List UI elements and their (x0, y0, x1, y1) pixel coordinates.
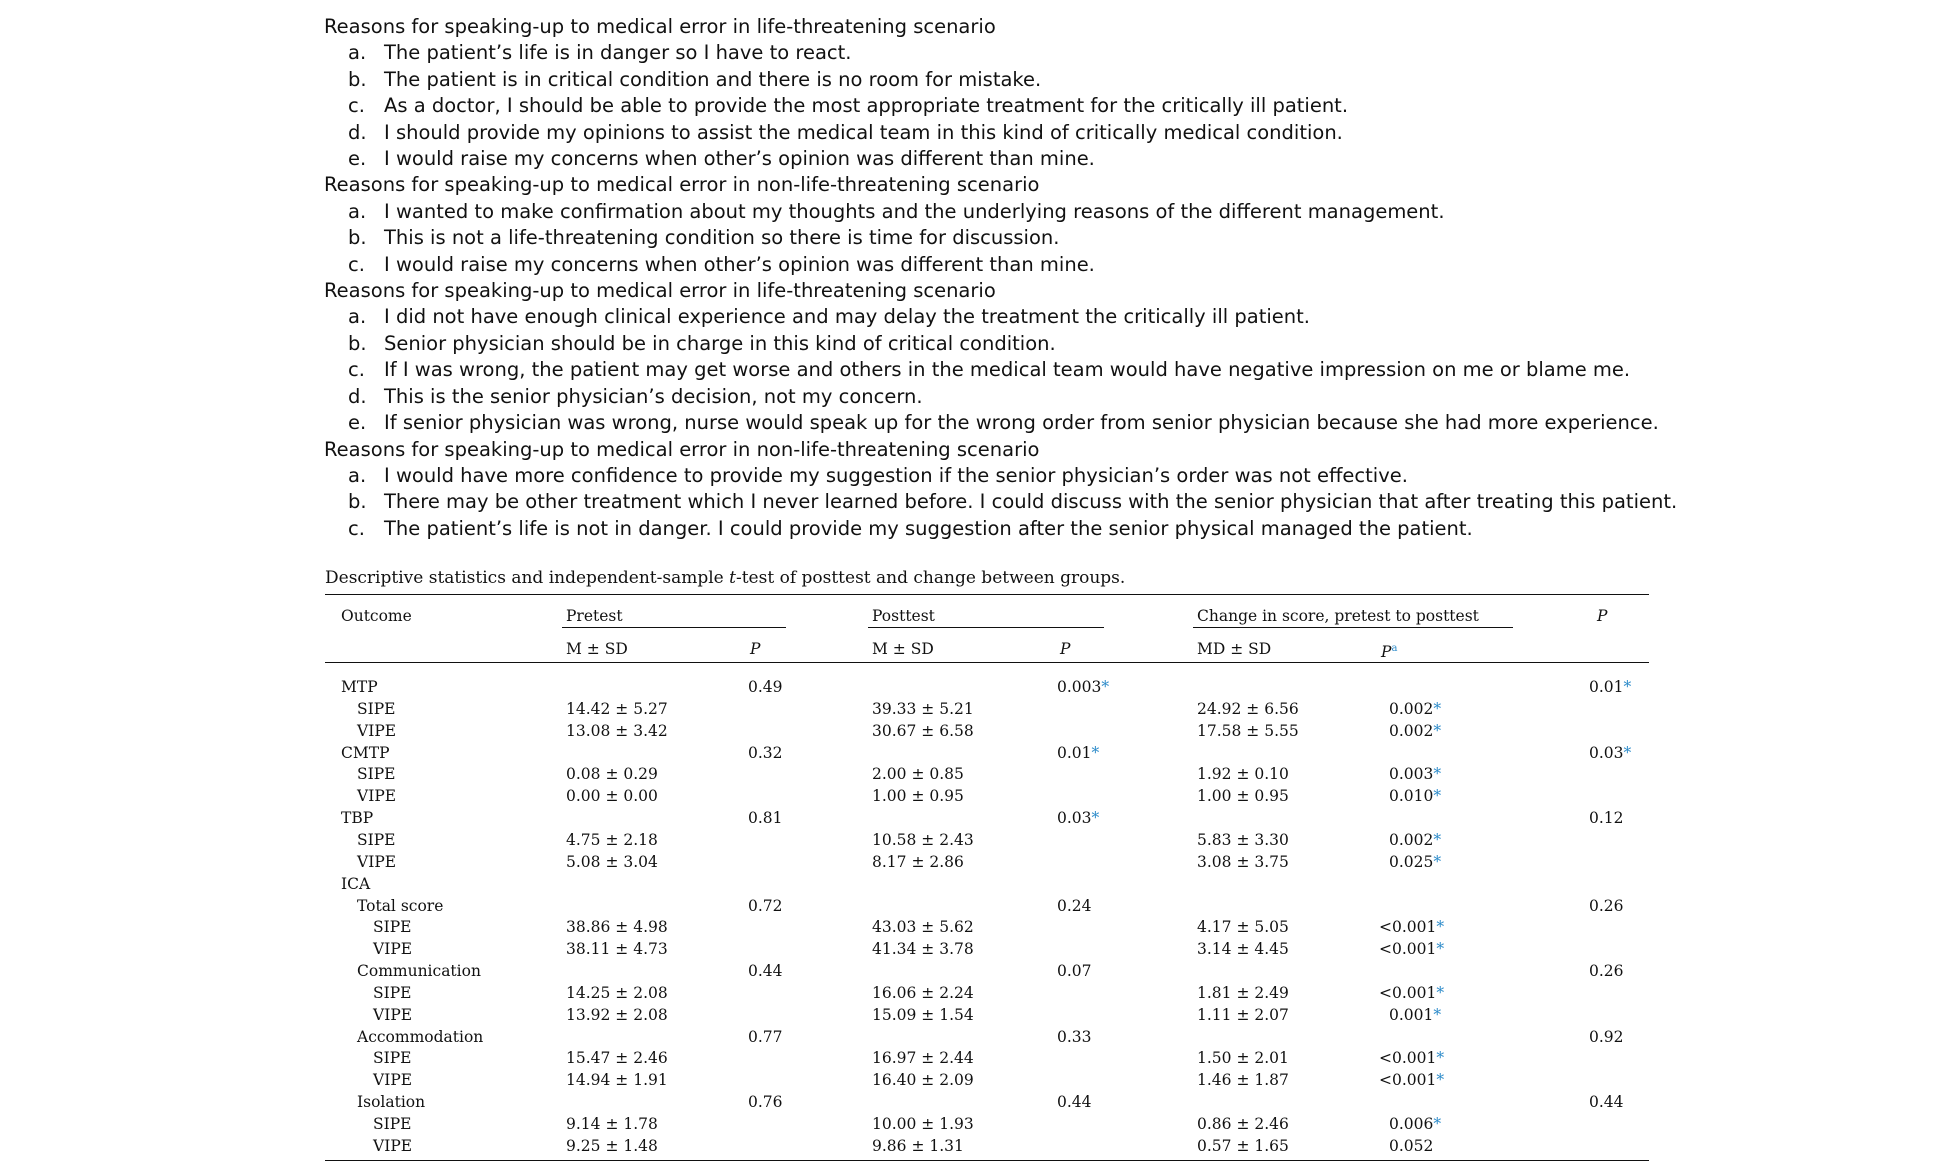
row-label (357, 786, 396, 806)
header-p: P (1597, 607, 1608, 625)
row-label-value: VIPE (373, 1071, 413, 1089)
reason-item-letter: a. (348, 463, 367, 487)
pretest-m-sd-value: 15.47 ± 2.46 (566, 1049, 668, 1067)
significance-star: * (1623, 678, 1632, 696)
pretest-header-rule (562, 627, 786, 628)
pretest-m-sd (566, 699, 668, 719)
pretest-p (748, 743, 783, 763)
change-md-sd-value: 4.17 ± 5.05 (1197, 918, 1289, 936)
group-p (1589, 743, 1631, 763)
table-header-rule (325, 662, 1649, 663)
pretest-m-sd-value: 38.86 ± 4.98 (566, 918, 668, 936)
significance-star: * (1101, 678, 1110, 696)
pretest-m-sd (566, 983, 668, 1003)
significance-star: * (1623, 744, 1632, 762)
posttest-m-sd (872, 721, 974, 741)
header-change: Change in score, pretest to posttest (1197, 607, 1479, 625)
reason-item-text: I would have more confidence to provide my suggestion if the senior physician’s order was not effective. (384, 463, 1408, 487)
change-p (1389, 1136, 1433, 1156)
row-label-value: VIPE (357, 853, 397, 871)
table-caption (325, 568, 1125, 588)
reason-item (324, 252, 1724, 278)
change-md-sd (1197, 983, 1289, 1003)
header-md-sd: MD ± SD (1197, 640, 1272, 658)
pretest-p-value: 0.76 (748, 1093, 783, 1111)
pretest-m-sd-value: 13.08 ± 3.42 (566, 722, 668, 740)
change-p (1389, 764, 1441, 784)
change-md-sd-value: 1.46 ± 1.87 (1197, 1071, 1289, 1089)
group-p (1589, 1027, 1624, 1047)
posttest-m-sd-value: 41.34 ± 3.78 (872, 940, 974, 958)
header-outcome: Outcome (341, 607, 412, 625)
posttest-m-sd-value: 43.03 ± 5.62 (872, 918, 974, 936)
group-p (1589, 896, 1624, 916)
significance-star: * (1433, 853, 1442, 871)
reason-item (324, 67, 1724, 93)
header-change-p-letter: P (1381, 643, 1392, 662)
reason-item (324, 410, 1724, 436)
change-md-sd-value: 24.92 ± 6.56 (1197, 700, 1299, 718)
row-label (357, 764, 396, 784)
posttest-p (1057, 677, 1109, 697)
pretest-m-sd-value: 9.14 ± 1.78 (566, 1115, 658, 1133)
row-label (357, 896, 443, 916)
posttest-p-value: 0.07 (1057, 962, 1092, 980)
change-p-value: <0.001 (1379, 984, 1437, 1002)
table-bottom-rule (325, 1160, 1649, 1161)
row-label-value: SIPE (373, 1115, 412, 1133)
reason-item (324, 120, 1724, 146)
posttest-m-sd (872, 1114, 974, 1134)
pretest-p-value: 0.49 (748, 678, 783, 696)
group-p-value: 0.26 (1589, 962, 1624, 980)
change-p-value: 0.001 (1389, 1006, 1434, 1024)
pretest-m-sd (566, 721, 668, 741)
reason-item (324, 146, 1724, 172)
reason-item (324, 384, 1724, 410)
header-pre-p: P (750, 640, 761, 658)
posttest-p (1057, 1027, 1092, 1047)
change-p (1389, 1114, 1441, 1134)
posttest-m-sd-value: 10.58 ± 2.43 (872, 831, 974, 849)
group-p (1589, 677, 1631, 697)
row-label (373, 1070, 412, 1090)
change-md-sd (1197, 917, 1289, 937)
group-p-value: 0.92 (1589, 1028, 1624, 1046)
pretest-m-sd (566, 1114, 658, 1134)
pretest-p (748, 1092, 783, 1112)
pretest-p-value: 0.72 (748, 897, 783, 915)
posttest-p-value: 0.03 (1057, 809, 1092, 827)
change-md-sd (1197, 786, 1289, 806)
change-p-value: 0.002 (1389, 831, 1434, 849)
change-p (1389, 1005, 1441, 1025)
change-md-sd (1197, 1070, 1289, 1090)
posttest-p (1057, 961, 1092, 981)
posttest-m-sd (872, 983, 974, 1003)
change-p-value: 0.025 (1389, 853, 1434, 871)
significance-star: * (1436, 1049, 1445, 1067)
change-md-sd-value: 1.00 ± 0.95 (1197, 787, 1289, 805)
reasons-section-title: Reasons for speaking-up to medical error in life-threatening scenario (324, 15, 996, 38)
reason-item-text: I would raise my concerns when other’s opinion was different than mine. (384, 252, 1095, 276)
significance-star: * (1433, 722, 1442, 740)
reason-item-text: If senior physician was wrong, nurse would speak up for the wrong order from senior physician because she had more experience. (384, 411, 1659, 435)
change-md-sd-value: 0.86 ± 2.46 (1197, 1115, 1289, 1133)
header-post-p: P (1060, 640, 1071, 658)
reason-item-letter: c. (348, 94, 365, 118)
posttest-p-value: 0.24 (1057, 897, 1092, 915)
pretest-m-sd-value: 14.42 ± 5.27 (566, 700, 668, 718)
row-label-value: SIPE (373, 1049, 412, 1067)
row-label (341, 808, 373, 828)
change-p-value: <0.001 (1379, 940, 1437, 958)
change-p (1389, 830, 1441, 850)
reason-item-text: I did not have enough clinical experience and may delay the treatment the critically ill patient. (384, 305, 1310, 329)
posttest-m-sd-value: 8.17 ± 2.86 (872, 853, 964, 871)
change-p-value: 0.003 (1389, 765, 1434, 783)
reason-item-text: The patient’s life is in danger so I have to react. (384, 41, 852, 65)
pretest-p-value: 0.32 (748, 744, 783, 762)
significance-star: * (1433, 765, 1442, 783)
row-label (341, 743, 390, 763)
change-p-value: <0.001 (1379, 918, 1437, 936)
pretest-p (748, 961, 783, 981)
row-label (357, 1092, 425, 1112)
group-p-value: 0.44 (1589, 1093, 1624, 1111)
row-label (357, 1027, 483, 1047)
row-label-value: SIPE (357, 831, 396, 849)
change-md-sd (1197, 1136, 1289, 1156)
change-md-sd (1197, 721, 1299, 741)
group-p-value: 0.01 (1589, 678, 1624, 696)
posttest-m-sd-value: 30.67 ± 6.58 (872, 722, 974, 740)
change-md-sd (1197, 939, 1289, 959)
reason-item-letter: c. (348, 516, 365, 540)
posttest-m-sd-value: 9.86 ± 1.31 (872, 1137, 964, 1155)
reason-item-text: I would raise my concerns when other’s opinion was different than mine. (384, 147, 1095, 171)
posttest-m-sd-value: 39.33 ± 5.21 (872, 700, 974, 718)
row-label (357, 961, 481, 981)
reason-item (324, 93, 1724, 119)
header-change-p (1381, 639, 1397, 662)
pretest-m-sd-value: 0.00 ± 0.00 (566, 787, 658, 805)
caption-text-after: -test of posttest and change between groups. (735, 568, 1126, 588)
posttest-p-value: 0.33 (1057, 1028, 1092, 1046)
row-label (373, 1136, 412, 1156)
reason-item (324, 225, 1724, 251)
reason-item-letter: e. (348, 411, 367, 435)
row-label-value: VIPE (373, 1137, 413, 1155)
pretest-m-sd-value: 5.08 ± 3.04 (566, 853, 658, 871)
row-label-value: VIPE (357, 787, 397, 805)
row-label (373, 917, 412, 937)
row-label-value: TBP (341, 809, 374, 827)
pretest-m-sd (566, 764, 658, 784)
posttest-m-sd-value: 15.09 ± 1.54 (872, 1006, 974, 1024)
change-md-sd-value: 0.57 ± 1.65 (1197, 1137, 1289, 1155)
row-label (373, 1114, 412, 1134)
change-md-sd-value: 1.92 ± 0.10 (1197, 765, 1289, 783)
group-p (1589, 961, 1624, 981)
reason-item-letter: a. (348, 305, 367, 329)
row-label-value: VIPE (357, 722, 397, 740)
pretest-m-sd (566, 1136, 658, 1156)
change-p (1379, 983, 1444, 1003)
change-p (1389, 786, 1441, 806)
change-p-value: 0.002 (1389, 722, 1434, 740)
pretest-m-sd-value: 0.08 ± 0.29 (566, 765, 658, 783)
pretest-m-sd-value: 14.94 ± 1.91 (566, 1071, 668, 1089)
pretest-p-value: 0.81 (748, 809, 783, 827)
reason-item-text: I wanted to make confirmation about my thoughts and the underlying reasons of the different management. (384, 199, 1445, 223)
significance-star: * (1436, 1071, 1445, 1089)
change-md-sd (1197, 1114, 1289, 1134)
change-md-sd (1197, 764, 1289, 784)
reason-item-letter: e. (348, 147, 367, 171)
change-p-value: 0.010 (1389, 787, 1434, 805)
posttest-p (1057, 743, 1099, 763)
row-label (357, 721, 396, 741)
posttest-m-sd (872, 1136, 964, 1156)
change-md-sd (1197, 1005, 1289, 1025)
reason-item-text: This is the senior physician’s decision, not my concern. (384, 384, 923, 408)
pretest-m-sd (566, 852, 658, 872)
row-label-value: ICA (341, 875, 371, 893)
significance-star: * (1091, 809, 1100, 827)
row-label-value: MTP (341, 678, 378, 696)
posttest-m-sd (872, 1048, 974, 1068)
row-label-value: SIPE (373, 918, 412, 936)
stats-table (325, 594, 1649, 1162)
row-label (341, 874, 370, 894)
change-p-value: 0.052 (1389, 1137, 1434, 1155)
posttest-m-sd (872, 699, 974, 719)
header-change-p-superscript: a (1391, 643, 1398, 654)
change-md-sd-value: 17.58 ± 5.55 (1197, 722, 1299, 740)
change-md-sd (1197, 1048, 1289, 1068)
caption-text-before: Descriptive statistics and independent-sample (325, 568, 730, 588)
pretest-p-value: 0.77 (748, 1028, 783, 1046)
change-p (1389, 852, 1441, 872)
reason-item-text: This is not a life-threatening condition so there is time for discussion. (384, 226, 1060, 250)
change-p (1379, 917, 1444, 937)
posttest-m-sd-value: 16.06 ± 2.24 (872, 984, 974, 1002)
posttest-m-sd-value: 16.40 ± 2.09 (872, 1071, 974, 1089)
posttest-m-sd (872, 939, 974, 959)
posttest-header-rule (868, 627, 1104, 628)
pretest-m-sd (566, 1048, 668, 1068)
reason-item-letter: d. (348, 384, 367, 408)
change-p-value: <0.001 (1379, 1049, 1437, 1067)
significance-star: * (1436, 984, 1445, 1002)
reason-item-letter: b. (348, 67, 367, 91)
posttest-p-value: 0.003 (1057, 678, 1102, 696)
posttest-m-sd (872, 1005, 974, 1025)
row-label (357, 852, 396, 872)
pretest-m-sd-value: 14.25 ± 2.08 (566, 984, 668, 1002)
reason-item (324, 331, 1724, 357)
change-p (1389, 721, 1441, 741)
change-p (1379, 1070, 1444, 1090)
significance-star: * (1433, 1006, 1442, 1024)
reasons-section-title: Reasons for speaking-up to medical error in non-life-threatening scenario (324, 437, 1040, 461)
reason-item (324, 489, 1724, 515)
change-md-sd-value: 5.83 ± 3.30 (1197, 831, 1289, 849)
pretest-m-sd (566, 830, 658, 850)
change-p (1379, 939, 1444, 959)
row-label-value: Total score (357, 897, 444, 915)
reason-item-text: If I was wrong, the patient may get worse and others in the medical team would have negative impression on me or blame me. (384, 358, 1631, 382)
reason-item-text: Senior physician should be in charge in this kind of critical condition. (384, 331, 1056, 355)
reason-item-text: The patient is in critical condition and there is no room for mistake. (384, 67, 1042, 91)
reason-item-letter: b. (348, 331, 367, 355)
reason-item-letter: b. (348, 490, 367, 514)
group-p (1589, 1092, 1624, 1112)
pretest-p (748, 808, 783, 828)
header-pre-m-sd: M ± SD (566, 640, 628, 658)
row-label-value: VIPE (373, 940, 413, 958)
row-label-value: Isolation (357, 1093, 426, 1111)
group-p-value: 0.26 (1589, 897, 1624, 915)
reason-item-letter: a. (348, 41, 367, 65)
posttest-m-sd (872, 852, 964, 872)
reason-item-text: The patient’s life is not in danger. I could provide my suggestion after the senior physical managed the patient. (384, 516, 1473, 540)
change-p-value: 0.006 (1389, 1115, 1434, 1133)
posttest-p-value: 0.44 (1057, 1093, 1092, 1111)
change-md-sd (1197, 830, 1289, 850)
change-p-value: <0.001 (1379, 1071, 1437, 1089)
posttest-p (1057, 808, 1099, 828)
row-label (373, 939, 412, 959)
significance-star: * (1436, 940, 1445, 958)
row-label-value: SIPE (357, 700, 396, 718)
posttest-m-sd-value: 10.00 ± 1.93 (872, 1115, 974, 1133)
reason-item (324, 357, 1724, 383)
header-posttest: Posttest (872, 607, 935, 625)
posttest-m-sd (872, 764, 964, 784)
row-label (357, 830, 396, 850)
pretest-m-sd (566, 917, 668, 937)
pretest-m-sd (566, 1070, 668, 1090)
reason-item (324, 516, 1724, 542)
pretest-m-sd-value: 13.92 ± 2.08 (566, 1006, 668, 1024)
reasons-section-title: Reasons for speaking-up to medical error in life-threatening scenario (324, 279, 996, 303)
pretest-m-sd (566, 786, 658, 806)
row-label-value: Communication (357, 962, 481, 980)
posttest-m-sd (872, 917, 974, 937)
row-label-value: SIPE (357, 765, 396, 783)
reason-item-text: There may be other treatment which I never learned before. I could discuss with the senior physician that after treating this patient. (384, 490, 1678, 514)
caption-italic-t: t (729, 568, 736, 588)
reasons-list (324, 14, 1724, 542)
posttest-p (1057, 896, 1092, 916)
change-md-sd-value: 1.11 ± 2.07 (1197, 1006, 1289, 1024)
row-label (373, 1048, 412, 1068)
posttest-p (1057, 1092, 1092, 1112)
pretest-m-sd (566, 1005, 668, 1025)
posttest-m-sd-value: 2.00 ± 0.85 (872, 765, 964, 783)
row-label (373, 1005, 412, 1025)
significance-star: * (1436, 918, 1445, 936)
change-md-sd-value: 1.50 ± 2.01 (1197, 1049, 1289, 1067)
pretest-p-value: 0.44 (748, 962, 783, 980)
reason-item-letter: c. (348, 252, 365, 276)
group-p-value: 0.12 (1589, 809, 1624, 827)
group-p (1589, 808, 1624, 828)
reason-item-letter: c. (348, 358, 365, 382)
reason-item-letter: d. (348, 120, 367, 144)
posttest-m-sd (872, 1070, 974, 1090)
significance-star: * (1091, 744, 1100, 762)
reason-item (324, 304, 1724, 330)
row-label (357, 699, 396, 719)
change-md-sd (1197, 852, 1289, 872)
row-label-value: Accommodation (357, 1028, 484, 1046)
row-label (373, 983, 412, 1003)
pretest-m-sd-value: 9.25 ± 1.48 (566, 1137, 658, 1155)
posttest-p-value: 0.01 (1057, 744, 1092, 762)
pretest-p (748, 677, 783, 697)
group-p-value: 0.03 (1589, 744, 1624, 762)
change-md-sd-value: 1.81 ± 2.49 (1197, 984, 1289, 1002)
change-p (1389, 699, 1441, 719)
row-label (341, 677, 378, 697)
significance-star: * (1433, 1115, 1442, 1133)
pretest-p (748, 896, 783, 916)
row-label-value: VIPE (373, 1006, 413, 1024)
pretest-m-sd (566, 939, 668, 959)
significance-star: * (1433, 700, 1442, 718)
reason-item-letter: a. (348, 199, 367, 223)
reason-item (324, 463, 1724, 489)
reason-item-letter: b. (348, 226, 367, 250)
pretest-m-sd-value: 4.75 ± 2.18 (566, 831, 658, 849)
header-post-m-sd: M ± SD (872, 640, 934, 658)
row-label-value: SIPE (373, 984, 412, 1002)
reason-item (324, 199, 1724, 225)
pretest-m-sd-value: 38.11 ± 4.73 (566, 940, 668, 958)
pretest-p (748, 1027, 783, 1047)
change-md-sd-value: 3.08 ± 3.75 (1197, 853, 1289, 871)
significance-star: * (1433, 787, 1442, 805)
change-md-sd (1197, 699, 1299, 719)
posttest-m-sd (872, 830, 974, 850)
header-pretest: Pretest (566, 607, 623, 625)
table-top-rule (325, 594, 1649, 595)
change-p-value: 0.002 (1389, 700, 1434, 718)
reason-item-text: I should provide my opinions to assist the medical team in this kind of critically medical condition. (384, 120, 1343, 144)
reason-item-text: As a doctor, I should be able to provide the most appropriate treatment for the critically ill patient. (384, 94, 1349, 118)
posttest-m-sd-value: 1.00 ± 0.95 (872, 787, 964, 805)
reasons-section-title: Reasons for speaking-up to medical error in non-life-threatening scenario (324, 173, 1040, 197)
posttest-m-sd (872, 786, 964, 806)
posttest-m-sd-value: 16.97 ± 2.44 (872, 1049, 974, 1067)
change-header-rule (1193, 627, 1513, 628)
reason-item (324, 40, 1724, 66)
significance-star: * (1433, 831, 1442, 849)
row-label-value: CMTP (341, 744, 390, 762)
change-md-sd-value: 3.14 ± 4.45 (1197, 940, 1289, 958)
change-p (1379, 1048, 1444, 1068)
